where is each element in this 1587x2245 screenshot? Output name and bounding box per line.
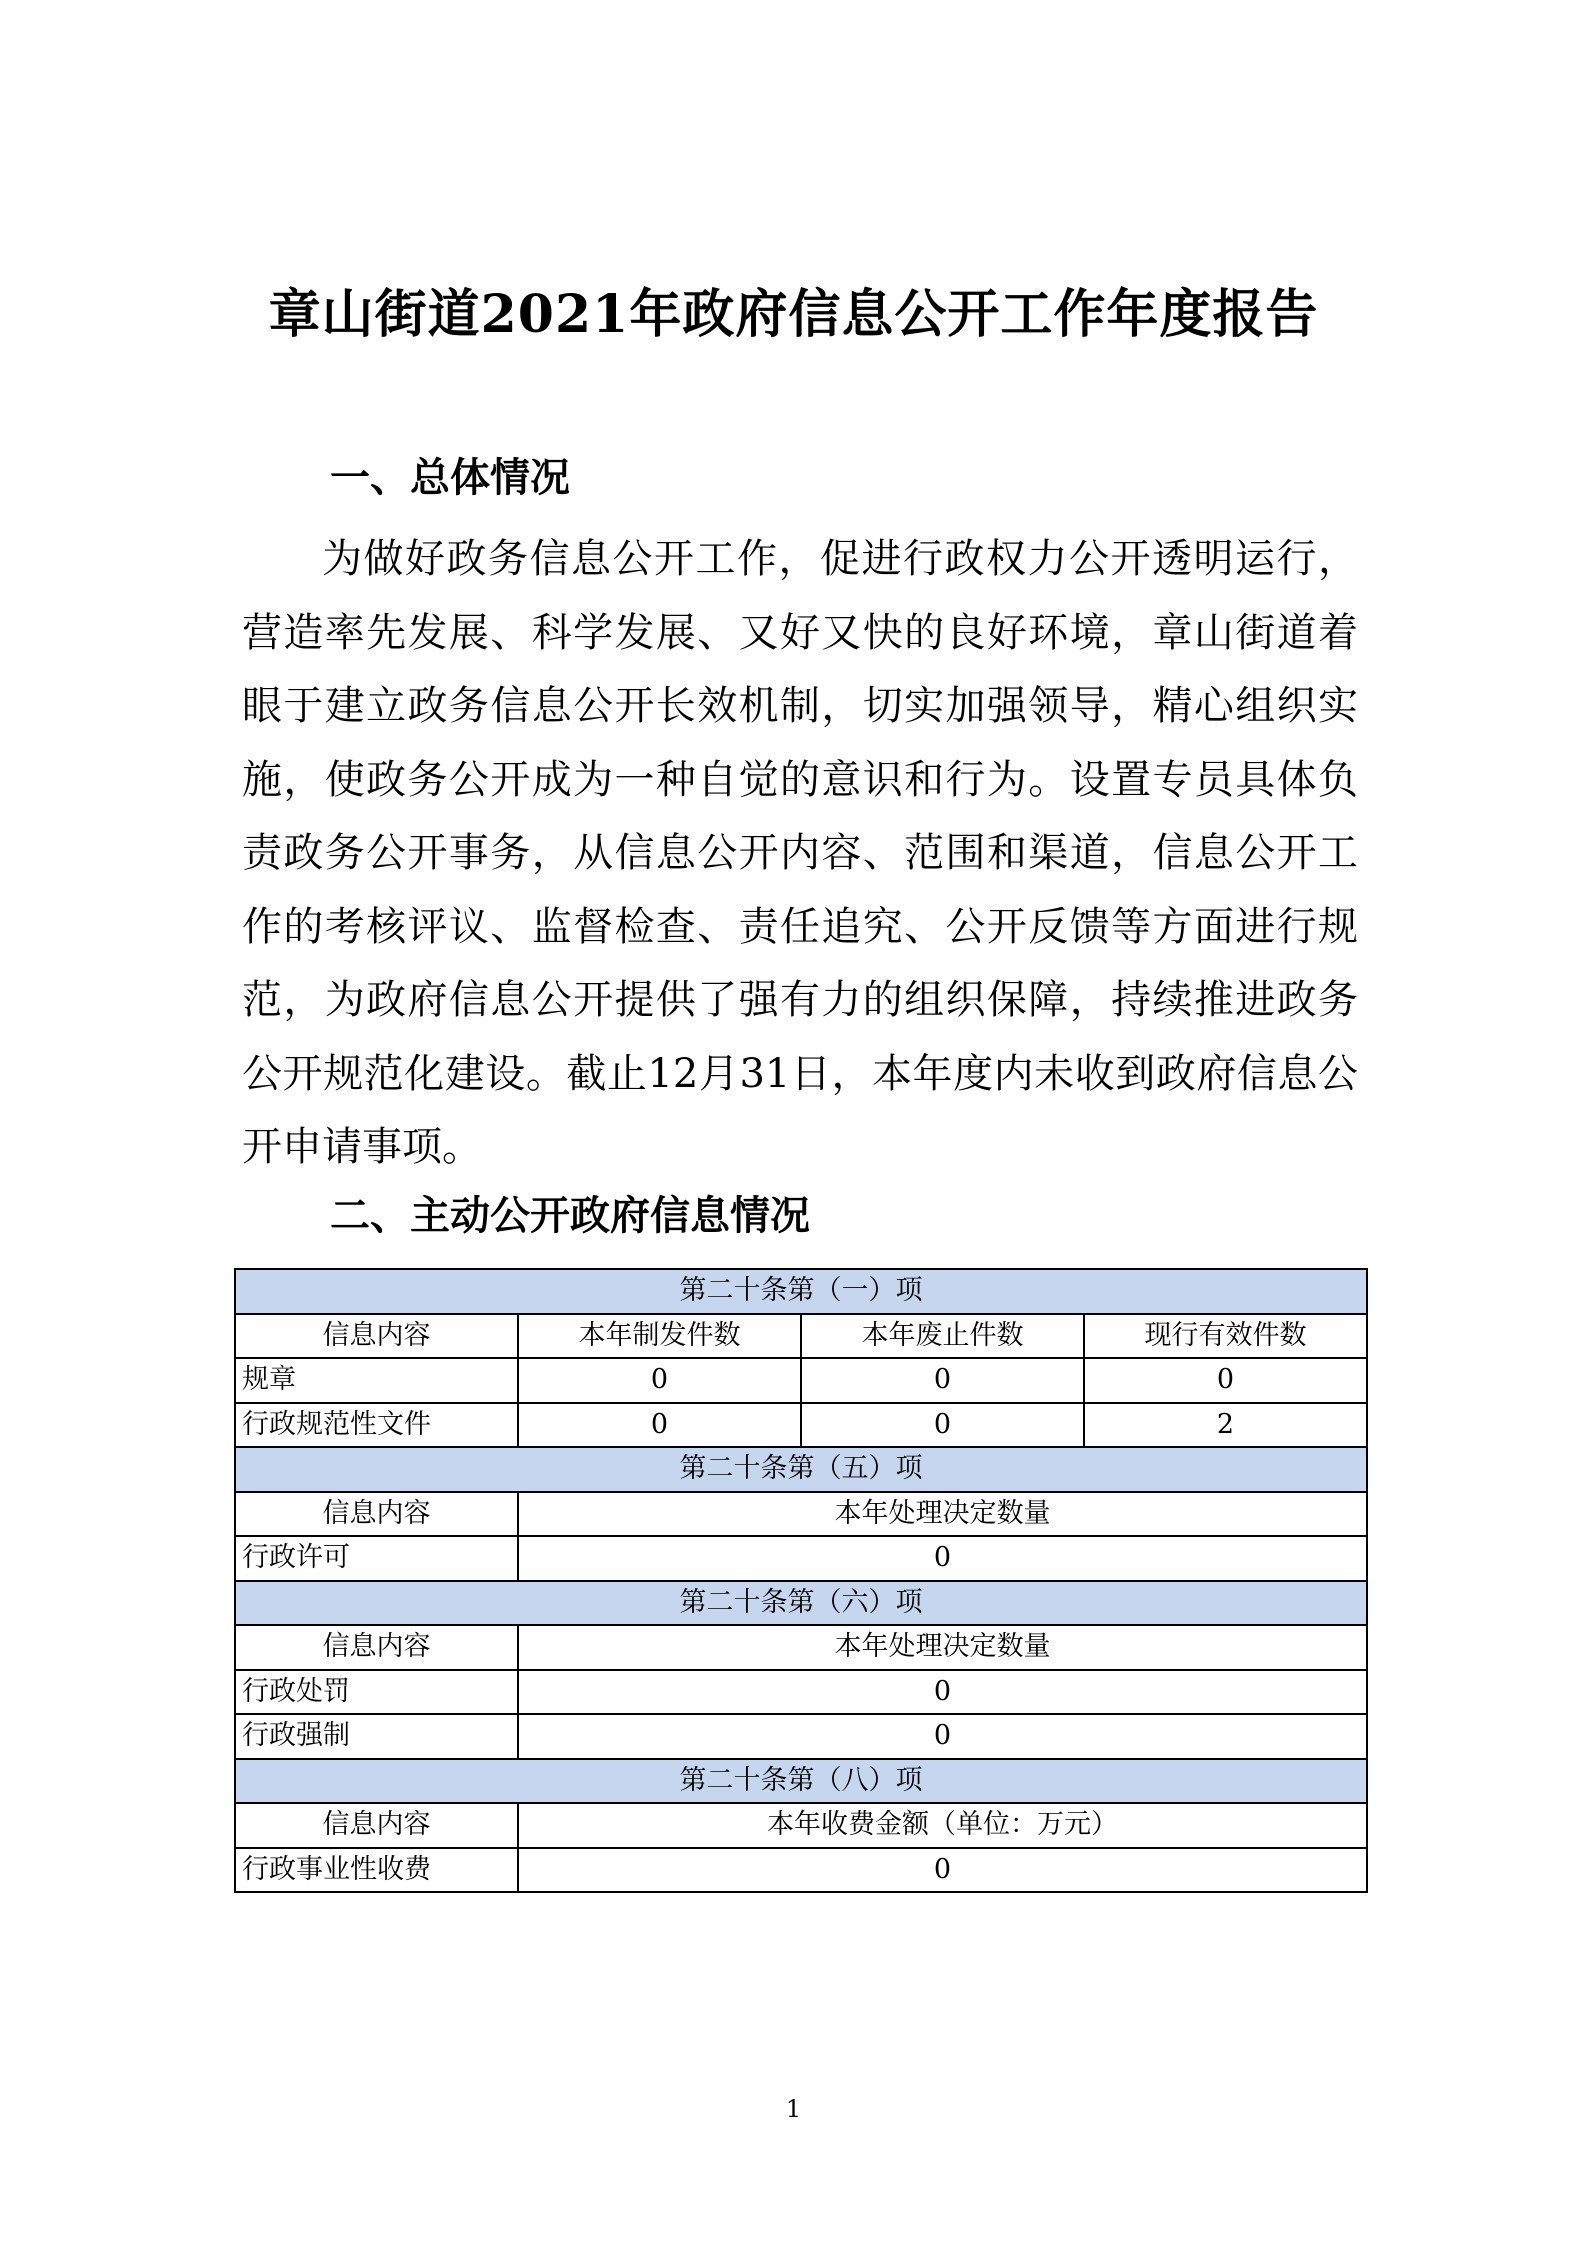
table-section-header	[235, 1759, 1367, 1804]
table-header-row	[235, 1314, 1367, 1359]
table-section-header	[235, 1581, 1367, 1626]
row-label: 行政许可	[235, 1536, 518, 1581]
column-header: 本年制发件数	[518, 1314, 801, 1359]
column-header: 本年废止件数	[801, 1314, 1084, 1359]
report-title: 章山街道2021年政府信息公开工作年度报告	[268, 284, 1319, 345]
column-header: 本年处理决定数量	[518, 1625, 1367, 1670]
cell-value: 0	[1084, 1358, 1367, 1403]
row-label: 行政规范性文件	[235, 1403, 518, 1448]
column-header: 本年收费金额（单位：万元）	[518, 1803, 1367, 1848]
cell-value: 0	[518, 1403, 801, 1448]
column-header: 本年处理决定数量	[518, 1492, 1367, 1537]
disclosure-table	[234, 1268, 1368, 1893]
table-header-row	[235, 1803, 1367, 1848]
page-number: 1	[785, 2095, 802, 2123]
table-row	[235, 1714, 1367, 1759]
table-section-header	[235, 1447, 1367, 1492]
section-heading-proactive-disclosure: 二、主动公开政府信息情况	[330, 1193, 810, 1239]
table-header-row	[235, 1625, 1367, 1670]
row-label: 行政强制	[235, 1714, 518, 1759]
row-label: 行政事业性收费	[235, 1848, 518, 1893]
table-row	[235, 1670, 1367, 1715]
row-label: 规章	[235, 1358, 518, 1403]
section-title-item5: 第二十条第（五）项	[235, 1447, 1367, 1492]
cell-value: 0	[518, 1358, 801, 1403]
table-header-row	[235, 1492, 1367, 1537]
table-row	[235, 1536, 1367, 1581]
section-title-item1: 第二十条第（一）项	[235, 1269, 1367, 1314]
column-header: 现行有效件数	[1084, 1314, 1367, 1359]
cell-value: 0	[801, 1358, 1084, 1403]
table-section-header	[235, 1269, 1367, 1314]
column-header: 信息内容	[235, 1492, 518, 1537]
cell-value: 0	[518, 1714, 1367, 1759]
table-row	[235, 1403, 1367, 1448]
table-row	[235, 1848, 1367, 1893]
column-header: 信息内容	[235, 1625, 518, 1670]
cell-value: 0	[518, 1670, 1367, 1715]
cell-value: 2	[1084, 1403, 1367, 1448]
section-title-item6: 第二十条第（六）项	[235, 1581, 1367, 1626]
row-label: 行政处罚	[235, 1670, 518, 1715]
section-heading-overview: 一、总体情况	[330, 455, 570, 501]
column-header: 信息内容	[235, 1803, 518, 1848]
cell-value: 0	[801, 1403, 1084, 1448]
cell-value: 0	[518, 1536, 1367, 1581]
section-title-item8: 第二十条第（八）项	[235, 1759, 1367, 1804]
column-header: 信息内容	[235, 1314, 518, 1359]
overview-paragraph: 为做好政务信息公开工作，促进行政权力公开透明运行，营造率先发展、科学发展、又好又快的良好环境，章山街道着眼于建立政务信息公开长效机制，切实加强领导，精心组织实施，使政务公开成为一种自觉的意识和行为。设置专员具体负责政务公开事务，从信息公开内容、范围和渠道，信息公开工作的考核评议、监督检查、责任追究、公开反馈等方面进行规范，为政府信息公开提供了强有力的组织保障，持续推进政务公开规范化建设。截止12月31日，本年度内未收到政府信息公开申请事项。	[242, 536, 1358, 1170]
table-row	[235, 1358, 1367, 1403]
cell-value: 0	[518, 1848, 1367, 1893]
